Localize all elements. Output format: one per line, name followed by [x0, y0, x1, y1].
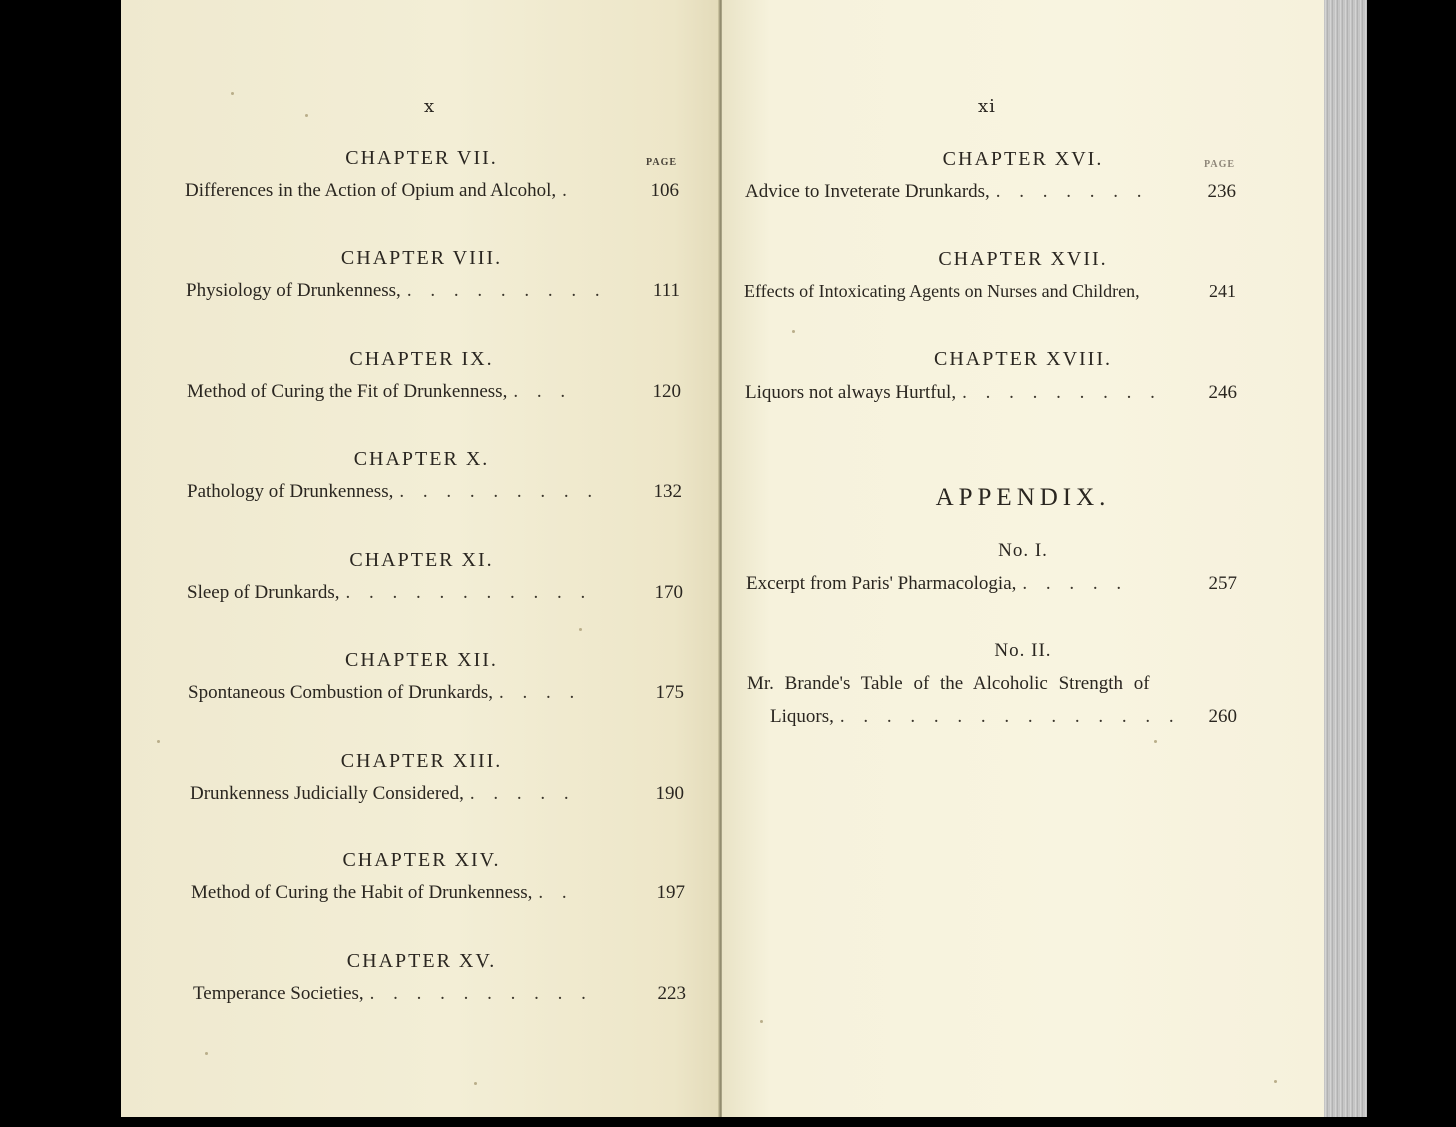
entry-title-continued: Liquors,	[770, 706, 834, 727]
chapter-heading: CHAPTER XI.	[349, 549, 494, 571]
entry-page: 257	[1208, 573, 1237, 594]
toc-entry	[187, 582, 683, 606]
entry-page: 260	[1208, 706, 1237, 727]
chapter-heading: CHAPTER XII.	[345, 649, 498, 671]
entry-title: Mr. Brande's Table of the Alcoholic Strength of	[747, 673, 1150, 694]
toc-entry	[187, 381, 681, 405]
entry-page: 197	[656, 882, 685, 903]
toc-entry-line	[747, 673, 1237, 697]
entry-page: 170	[654, 582, 683, 603]
toc-entry	[744, 281, 1236, 305]
entry-title: Excerpt from Paris' Pharmacologia,	[746, 573, 1017, 594]
leader-dots: . . . . . . . . . . . . . . .	[839, 706, 1181, 727]
entry-title: Advice to Inveterate Drunkards,	[745, 181, 990, 202]
paper-speck	[305, 114, 308, 117]
toc-entry	[746, 573, 1237, 597]
entry-title: Pathology of Drunkenness,	[187, 481, 394, 502]
paper-speck	[474, 1082, 477, 1085]
chapter-heading: CHAPTER VII.	[345, 147, 498, 169]
entry-page: 106	[650, 180, 679, 201]
toc-entry	[188, 682, 684, 706]
chapter-heading: CHAPTER XV.	[346, 950, 497, 972]
toc-entry	[193, 983, 686, 1007]
entry-page: 111	[652, 280, 680, 301]
toc-entry	[185, 180, 679, 204]
entry-title: Method of Curing the Habit of Drunkenness,	[191, 882, 533, 903]
toc-entry	[187, 481, 682, 505]
chapter-heading: CHAPTER VIII.	[340, 247, 503, 269]
page-column-label: PAGE	[1204, 159, 1236, 170]
entry-title: Effects of Intoxicating Agents on Nurses and Children,	[744, 281, 1140, 301]
entry-title: Differences in the Action of Opium and Alcohol,	[185, 180, 557, 201]
paper-speck	[1154, 740, 1157, 743]
paper-speck	[579, 628, 582, 631]
leader-dots: . . . . . . . . . . .	[345, 582, 593, 603]
leader-dots: . .	[538, 882, 574, 903]
toc-entry	[186, 280, 680, 304]
toc-entry	[191, 882, 685, 906]
leader-dots: . . . . . . . . .	[406, 280, 607, 301]
entry-page: 246	[1208, 382, 1237, 403]
page-number: xi	[978, 96, 996, 117]
paper-speck	[231, 92, 234, 95]
entry-title: Liquors not always Hurtful,	[745, 382, 957, 403]
appendix-number: No. I.	[998, 540, 1048, 561]
appendix-number: No. II.	[994, 640, 1052, 661]
entry-page: 132	[653, 481, 682, 502]
leader-dots: .	[562, 180, 574, 201]
entry-page: 120	[652, 381, 681, 402]
leader-dots: . . . . . . . . .	[962, 382, 1162, 403]
toc-entry	[745, 181, 1236, 205]
entry-title: Method of Curing the Fit of Drunkenness,	[187, 381, 508, 402]
right-page	[722, 0, 1324, 1117]
chapter-heading: CHAPTER XVI.	[942, 148, 1104, 170]
entry-title: Temperance Societies,	[193, 983, 364, 1004]
paper-speck	[205, 1052, 208, 1055]
entry-page: 236	[1207, 181, 1236, 202]
paper-speck	[792, 330, 795, 333]
leader-dots: . . . . . . . . .	[399, 481, 600, 502]
leader-dots: . . . . .	[1022, 573, 1129, 594]
entry-page: 175	[655, 682, 684, 703]
leader-dots: . . . . . . .	[995, 181, 1149, 202]
paper-speck	[157, 740, 160, 743]
paper-speck	[1274, 1080, 1277, 1083]
leader-dots: . . . . .	[469, 783, 576, 804]
entry-page: 241	[1209, 281, 1236, 301]
chapter-heading: CHAPTER XIII.	[340, 750, 503, 772]
toc-entry	[190, 783, 684, 807]
page-edges	[1324, 0, 1367, 1117]
chapter-heading: CHAPTER IX.	[349, 348, 494, 370]
paper-speck	[760, 1020, 763, 1023]
leader-dots: . . . . . . . . . .	[369, 983, 593, 1004]
entry-title: Spontaneous Combustion of Drunkards,	[188, 682, 494, 703]
entry-page: 190	[655, 783, 684, 804]
page-column-label: PAGE	[646, 157, 678, 168]
entry-title: Physiology of Drunkenness,	[186, 280, 401, 301]
toc-entry	[770, 706, 1237, 730]
leader-dots: . . . .	[499, 682, 582, 703]
chapter-heading: CHAPTER XVIII.	[934, 348, 1112, 370]
chapter-heading: CHAPTER X.	[353, 448, 490, 470]
toc-entry	[745, 382, 1237, 406]
appendix-heading: APPENDIX.	[935, 484, 1111, 511]
entry-page: 223	[657, 983, 686, 1004]
entry-title: Drunkenness Judicially Considered,	[190, 783, 464, 804]
chapter-heading: CHAPTER XVII.	[938, 248, 1108, 270]
left-page	[121, 0, 722, 1117]
page-number: x	[424, 96, 436, 117]
chapter-heading: CHAPTER XIV.	[342, 849, 501, 871]
entry-title: Sleep of Drunkards,	[187, 582, 340, 603]
leader-dots: . . .	[513, 381, 573, 402]
